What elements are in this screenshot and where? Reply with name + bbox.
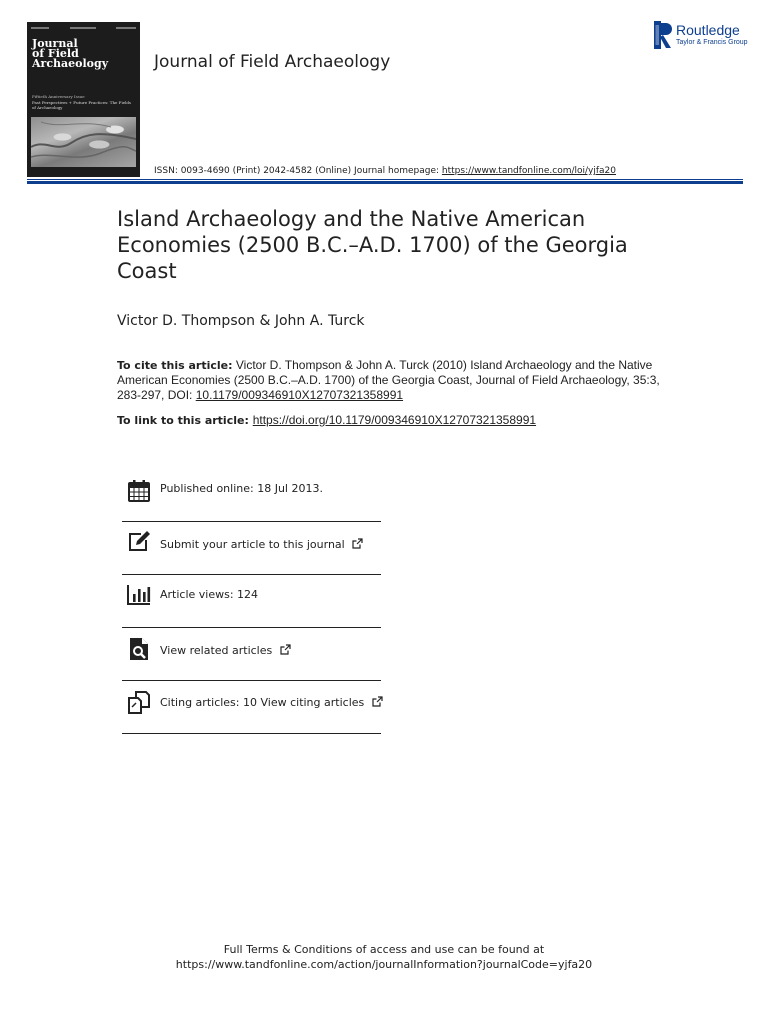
article-doi-url[interactable]: https://doi.org/10.1179/009346910X12707321358991 [252,413,537,427]
header-rule-thick [27,181,743,184]
publisher-group: Taylor & Francis Group [676,39,748,46]
bar-chart-icon [127,583,151,607]
link-to-article [117,413,536,427]
external-link-icon [352,538,363,549]
submit-row[interactable] [122,522,381,575]
terms-footer [0,942,768,972]
cite-text: Victor D. Thompson & John A. Turck (2010) Island Archaeology and the Native American Economies (2500 B.C.–A.D. 1700) of the Georgia Coast, Journal of Field Archaeology, 35:3, 283-297, DOI: [117,358,660,402]
terms-line: Full Terms & Conditions of access and use can be found at [223,943,545,956]
issn-line [154,166,616,176]
cover-subtitle: Fiftieth Anniversary Issue [32,94,85,99]
calendar-icon [127,479,151,503]
views-row [122,575,381,628]
article-views: Article views: 124 [160,588,259,601]
external-link-icon [372,696,383,707]
cover-aerial-photo [31,117,136,167]
journal-name: Journal of Field Archaeology [154,52,391,72]
citing-articles-link[interactable]: Citing articles: 10 View citing articles [160,696,365,709]
published-row [122,468,381,522]
citing-row[interactable] [122,681,381,734]
article-info-list [122,468,381,734]
citing-documents-icon [127,690,151,714]
publisher-logo[interactable] [654,21,754,51]
terms-url[interactable]: https://www.tandfonline.com/action/journalInformation?journalCode=yjfa20 [175,958,593,971]
external-link-icon [280,644,291,655]
doi-link[interactable]: 10.1179/009346910X12707321358991 [195,388,404,402]
document-search-icon [127,637,151,661]
journal-cover-image [27,22,140,177]
cover-top-rule [31,27,136,32]
journal-homepage-link[interactable]: https://www.tandfonline.com/loi/yjfa20 [441,166,616,176]
issn-text: ISSN: 0093-4690 (Print) 2042-4582 (Online) Journal homepage: [154,166,442,176]
article-authors: Victor D. Thompson & John A. Turck [117,313,365,329]
citation-block [117,358,677,403]
cite-label: To cite this article: [117,359,233,372]
header-rule-thin [27,179,743,180]
link-label: To link to this article: [117,414,253,427]
cover-tagline: Past Perspectives + Future Practices: The Fields of Archaeology [32,100,131,110]
routledge-r-icon [654,21,672,49]
edit-pencil-icon [127,530,151,554]
submit-article-link[interactable]: Submit your article to this journal [160,538,345,551]
article-title: Island Archaeology and the Native American Economies (2500 B.C.–A.D. 1700) of the Georgia Coast [117,207,628,283]
published-date: Published online: 18 Jul 2013. [160,482,323,495]
cover-title: Journal of Field Archaeology [32,37,109,70]
related-articles-link[interactable]: View related articles [160,644,273,657]
related-row[interactable] [122,628,381,681]
publisher-name: Routledge [676,22,740,38]
